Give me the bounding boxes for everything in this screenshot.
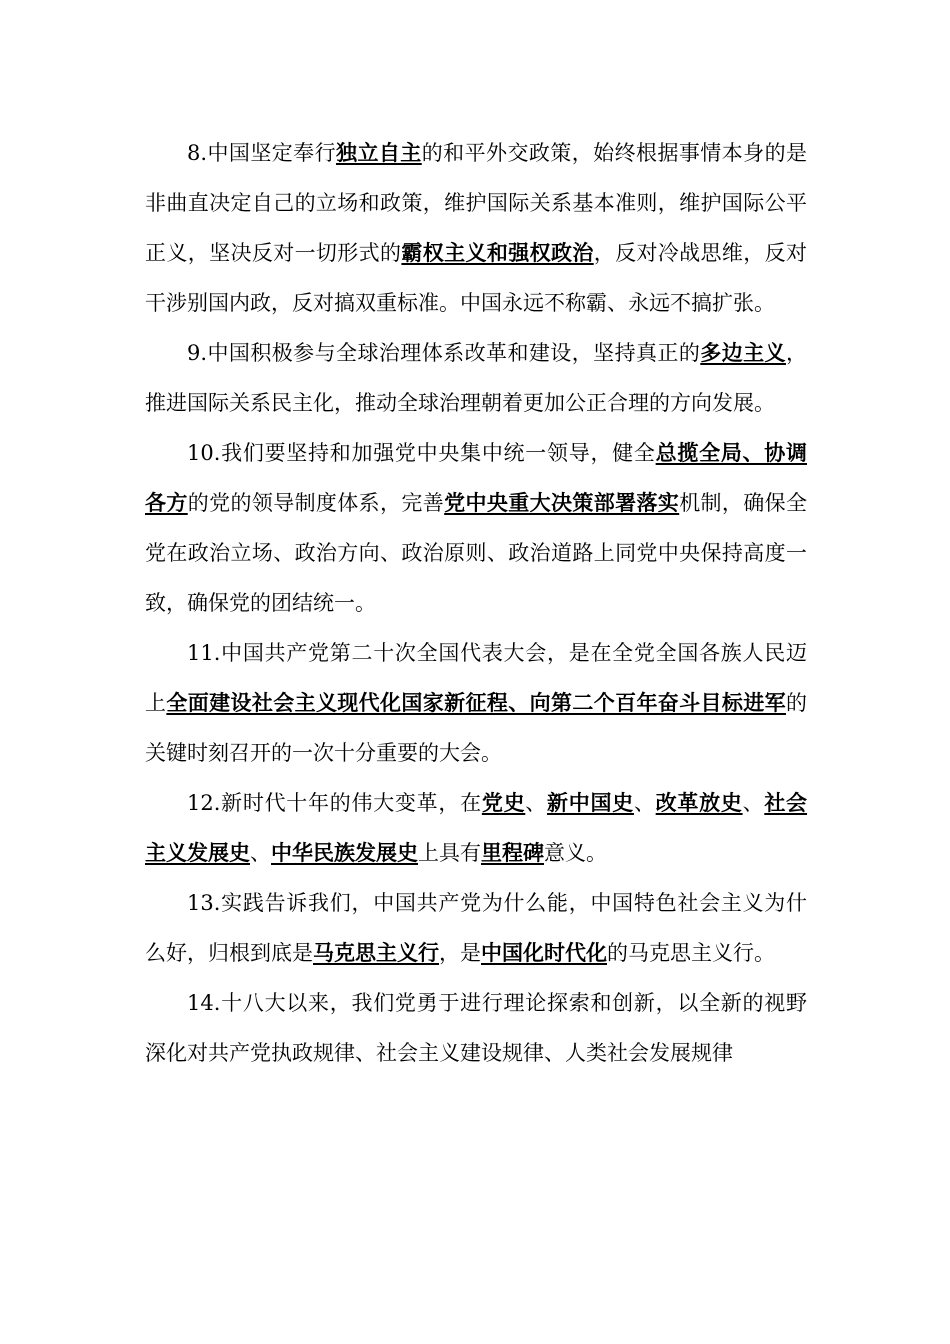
key-term: 社会主义发展史 [145,790,808,865]
text-segment: 14.十八大以来，我们党勇于进行理论探索和创新，以全新的视野深化对共产党执政规律、社会主义建设规律、人类社会发展规律 [145,991,807,1065]
text-segment: 意义。 [544,841,607,865]
text-segment: 10.我们要坚持和加强党中央集中统一领导，健全 [187,441,656,465]
paragraph-14 [145,978,807,1078]
text-segment: ，是 [439,941,481,965]
key-term: 全面建设社会主义现代化国家新征程、向第二个百年奋斗目标进军 [166,690,787,715]
key-term: 总揽全局、协调各方 [145,440,807,515]
text-segment: 、 [525,791,548,815]
text-segment: ，反对冷战思维，反对干涉别国内政，反对搞双重标准。中国永远不称霸、永远不搞扩张。 [145,241,808,315]
paragraph-11 [145,628,807,778]
key-term: 党史 [481,790,526,815]
text-segment: 13.实践告诉我们，中国共产党为什么能，中国特色社会主义为什么好，归根到底是 [145,891,807,965]
key-term: 中华民族发展史 [271,840,418,865]
key-term: 独立自主 [336,140,422,165]
key-term: 中国化时代化 [481,940,607,965]
key-term: 马克思主义行 [313,940,439,965]
text-segment: ，推进国际关系民主化，推动全球治理朝着更加公正合理的方向发展。 [145,341,807,415]
text-segment: 、 [250,841,271,865]
text-segment: 8.中国坚定奉行 [187,141,337,165]
text-segment: 机制，确保全党在政治立场、政治方向、政治原则、政治道路上同党中央保持高度一致，确保党的团结统一。 [145,491,808,615]
key-term: 多边主义 [700,340,786,365]
text-segment: 的和平外交政策，始终根据事情本身的是非曲直决定自己的立场和政策，维护国际关系基本准则，维护国际公平正义，坚决反对一切形式的 [145,141,808,265]
key-term: 里程碑 [481,840,544,865]
text-segment: 的马克思主义行。 [607,941,775,965]
document-page [145,128,807,1078]
paragraph-10 [145,428,807,628]
paragraph-13 [145,878,807,978]
paragraph-9 [145,328,807,428]
text-segment: 的党的领导制度体系，完善 [187,491,445,515]
text-segment: 9.中国积极参与全球治理体系改革和建设，坚持真正的 [187,341,701,365]
text-segment: 、 [742,791,765,815]
key-term: 改革放史 [655,790,743,815]
paragraph-12 [145,778,807,878]
text-segment: 的关键时刻召开的一次十分重要的大会。 [145,691,808,765]
text-segment: 上具有 [418,841,481,865]
key-term: 党中央重大决策部署落实 [444,490,680,515]
text-segment: 12.新时代十年的伟大变革，在 [187,791,482,815]
paragraph-8 [145,128,807,328]
text-segment: 11.中国共产党第二十次全国代表大会，是在全党全国各族人民迈上 [145,641,807,715]
key-term: 新中国史 [547,790,634,815]
key-term: 霸权主义和强权政治 [401,240,594,265]
text-segment: 、 [633,791,656,815]
